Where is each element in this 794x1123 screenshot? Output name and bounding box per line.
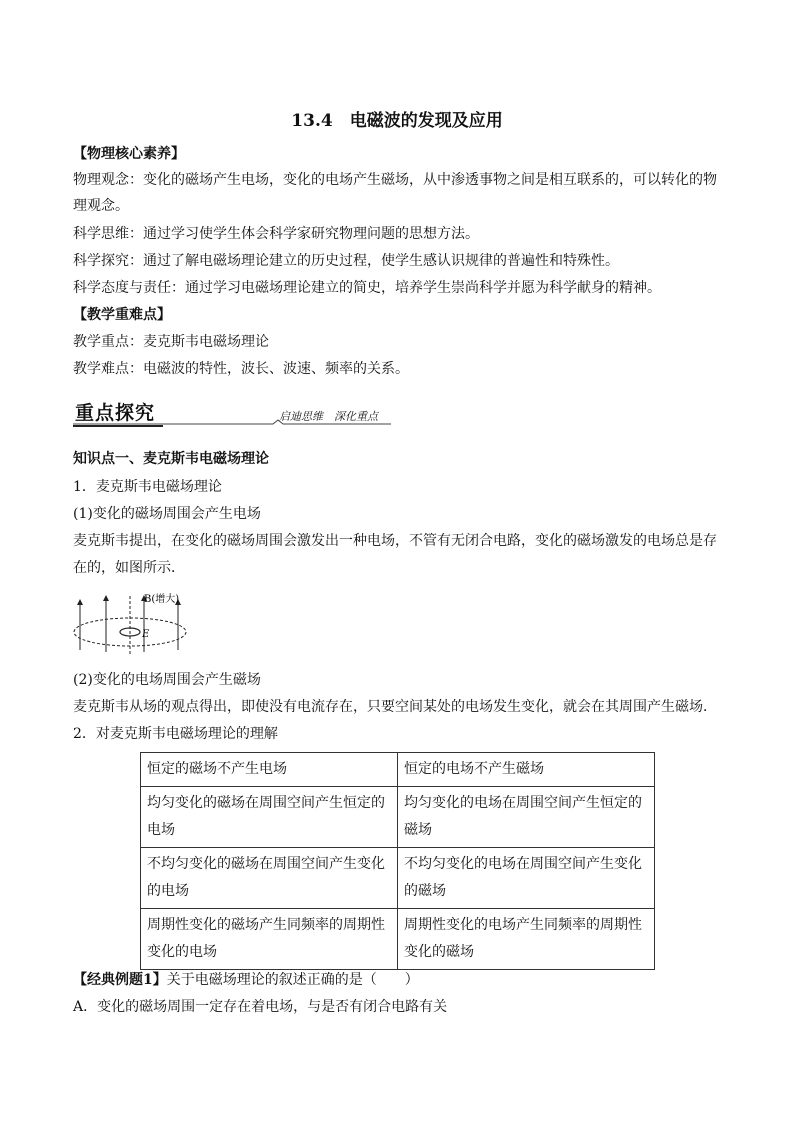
section-banner [73, 396, 391, 430]
table-cell: 恒定的磁场不产生电场 [141, 753, 398, 787]
paragraph-1-line-2: 在的，如图所示． [73, 560, 185, 576]
table-cell: 周期性变化的电场产生同频率的周期性变化的磁场 [398, 909, 655, 970]
table-cell: 周期性变化的磁场产生同频率的周期性变化的电场 [141, 909, 398, 970]
example-label: 【经典例题1】 [73, 972, 167, 988]
example-question-text: 关于电磁场理论的叙述正确的是（ ） [166, 972, 419, 988]
page-title: 13.4 电磁波的发现及应用 [291, 111, 503, 131]
table-cell: 均匀变化的电场在周围空间产生恒定的磁场 [398, 787, 655, 848]
example-question [73, 970, 419, 990]
item-2: 2．对麦克斯韦电磁场理论的理解 [73, 726, 278, 742]
b-label: B(增大) [144, 594, 180, 605]
teaching-difficulty: 教学难点：电磁波的特性，波长、波速、频率的关系。 [73, 361, 409, 377]
knowledge-point-heading: 知识点一、麦克斯韦电磁场理论 [73, 451, 269, 467]
option-a: A．变化的磁场周围一定存在着电场，与是否有闭合电路有关 [73, 999, 448, 1015]
magnetic-field-diagram [72, 588, 192, 668]
table-cell: 不均匀变化的磁场在周围空间产生变化的电场 [141, 848, 398, 909]
table-row [141, 753, 655, 787]
scientific-inquiry: 科学探究：通过了解电磁场理论建立的历史过程，使学生感认识规律的普遍性和特殊性。 [73, 253, 619, 269]
subitem-2: (2)变化的电场周围会产生磁场 [73, 672, 261, 688]
table-row [141, 909, 655, 970]
scientific-attitude: 科学态度与责任：通过学习电磁场理论建立的简史，培养学生崇尚科学并愿为科学献身的精神。 [73, 280, 661, 296]
paragraph-1-line-1: 麦克斯韦提出，在变化的磁场周围会激发出一种电场，不管有无闭合电路，变化的磁场激发的电场总是存 [73, 533, 717, 549]
item-1: 1．麦克斯韦电磁场理论 [73, 479, 222, 495]
concept-line-2: 理观念。 [73, 198, 129, 214]
core-literacy-header: 【物理核心素养】 [73, 146, 185, 162]
maxwell-theory-table [140, 752, 655, 970]
table-cell: 恒定的电场不产生磁场 [398, 753, 655, 787]
e-label: E [142, 629, 150, 640]
paragraph-2: 麦克斯韦从场的观点得出，即使没有电流存在，只要空间某处的电场发生变化，就会在其周围产生磁场． [73, 699, 717, 715]
table-row [141, 848, 655, 909]
concept-line-1: 物理观念：变化的磁场产生电场，变化的电场产生磁场，从中渗透事物之间是相互联系的，可以转化的物 [73, 172, 717, 188]
banner-title: 重点探究 [75, 402, 156, 424]
teaching-key-point: 教学重点：麦克斯韦电磁场理论 [73, 334, 269, 350]
subitem-1: (1)变化的磁场周围会产生电场 [73, 506, 261, 522]
key-difficulty-header: 【教学重难点】 [73, 307, 171, 323]
table-cell: 均匀变化的磁场在周围空间产生恒定的电场 [141, 787, 398, 848]
table-row [141, 787, 655, 848]
table-cell: 不均匀变化的电场在周围空间产生变化的磁场 [398, 848, 655, 909]
scientific-thinking: 科学思维：通过学习使学生体会科学家研究物理问题的思想方法。 [73, 226, 479, 242]
banner-subtitle: 启迪思维 深化重点 [279, 410, 378, 423]
